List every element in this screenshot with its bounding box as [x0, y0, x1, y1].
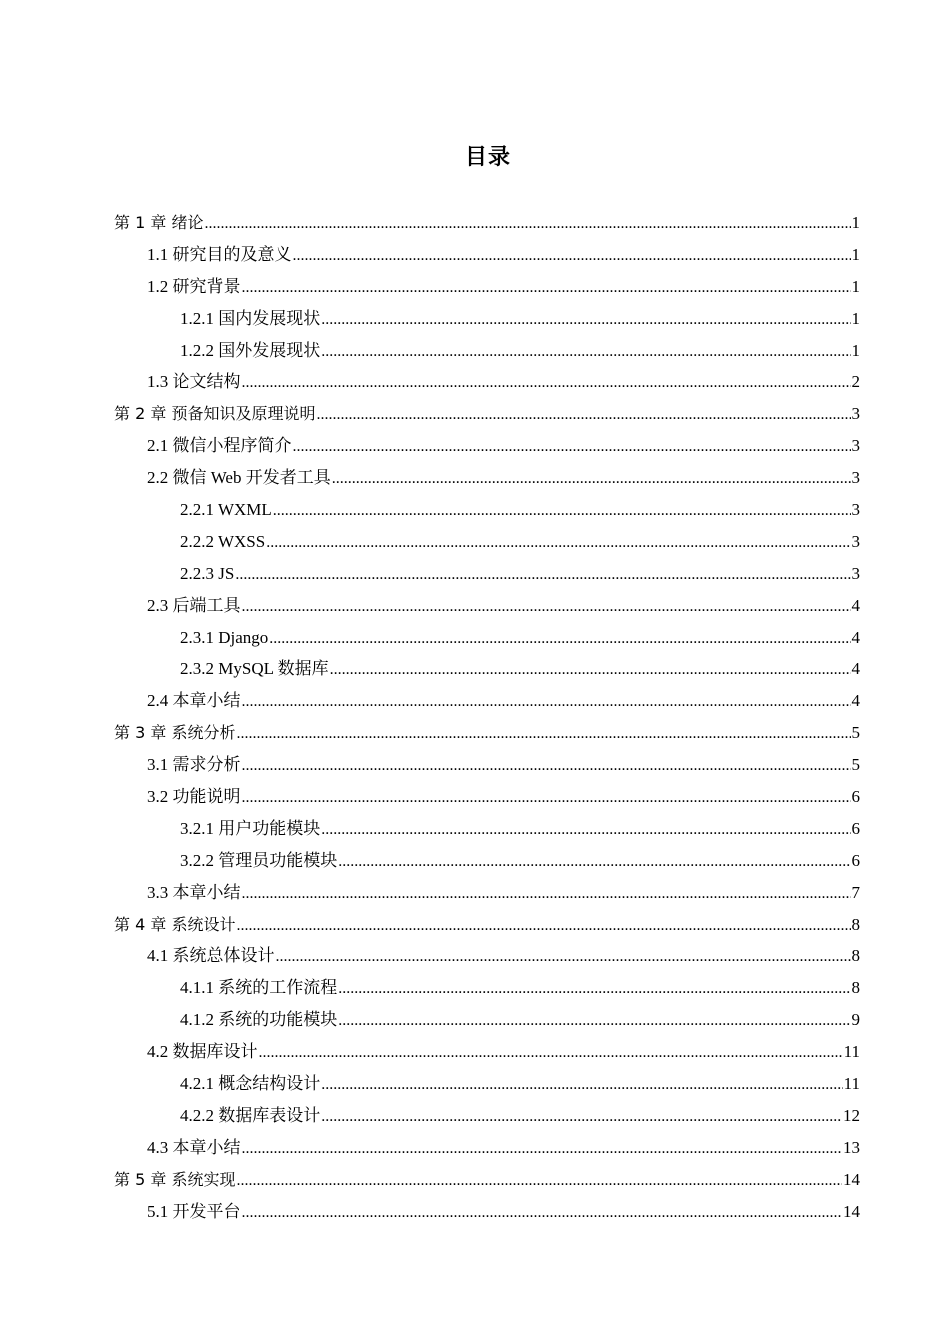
toc-dot-leader	[242, 272, 851, 303]
toc-page-number: 6	[851, 787, 860, 807]
toc-subsection-entry[interactable]	[114, 845, 860, 877]
toc-entry-title: 第 2 章 预备知识及原理说明	[114, 404, 316, 424]
toc-entry-title: 2.4 本章小结	[147, 691, 241, 711]
toc-entry-title: 1.2.2 国外发展现状	[180, 340, 321, 360]
toc-section-entry[interactable]	[114, 366, 860, 398]
toc-page-number: 8	[851, 914, 860, 934]
toc-chapter-entry[interactable]	[114, 717, 860, 749]
toc-section-entry[interactable]	[114, 590, 860, 622]
toc-entry-title: 第 4 章 系统设计	[114, 914, 236, 934]
toc-dot-leader	[338, 1005, 850, 1036]
toc-page-number: 11	[843, 1074, 860, 1094]
toc-section-entry[interactable]	[114, 239, 860, 271]
toc-entry-title: 4.1 系统总体设计	[147, 946, 275, 966]
toc-page-number: 8	[851, 978, 860, 998]
toc-section-entry[interactable]	[114, 1132, 860, 1164]
toc-dot-leader	[293, 240, 851, 271]
toc-page-number: 5	[851, 723, 860, 743]
toc-dot-leader	[266, 527, 850, 558]
toc-dot-leader	[242, 878, 851, 909]
toc-dot-leader	[273, 495, 851, 526]
toc-entry-title: 4.1.2 系统的功能模块	[180, 1010, 338, 1030]
toc-page-number: 3	[851, 563, 860, 583]
toc-entry-title: 3.2.1 用户功能模块	[180, 818, 321, 838]
toc-entry-title: 第 5 章 系统实现	[114, 1169, 236, 1189]
toc-chapter-entry[interactable]	[114, 398, 860, 430]
toc-page-number: 3	[851, 500, 860, 520]
toc-entry-title: 2.3 后端工具	[147, 595, 241, 615]
toc-subsection-entry[interactable]	[114, 558, 860, 590]
toc-dot-leader	[269, 623, 850, 654]
toc-entry-title: 4.2 数据库设计	[147, 1042, 258, 1062]
toc-page-number: 3	[851, 468, 860, 488]
toc-subsection-entry[interactable]	[114, 335, 860, 367]
toc-entry-title: 1.1 研究目的及意义	[147, 244, 292, 264]
toc-section-entry[interactable]	[114, 781, 860, 813]
toc-subsection-entry[interactable]	[114, 303, 860, 335]
toc-entry-title: 3.3 本章小结	[147, 882, 241, 902]
toc-page-number: 1	[851, 213, 860, 232]
toc-entry-title: 3.1 需求分析	[147, 755, 241, 775]
toc-dot-leader	[330, 654, 851, 685]
toc-entry-title: 3.2.2 管理员功能模块	[180, 850, 338, 870]
toc-page-number: 6	[851, 850, 860, 870]
toc-entry-title: 4.2.2 数据库表设计	[180, 1105, 321, 1125]
toc-section-entry[interactable]	[114, 940, 860, 972]
toc-page-number: 4	[851, 691, 860, 711]
toc-section-entry[interactable]	[114, 271, 860, 303]
toc-dot-leader	[332, 463, 851, 494]
toc-page-number: 11	[843, 1042, 860, 1062]
toc-dot-leader	[242, 686, 851, 717]
toc-dot-leader	[242, 1197, 843, 1228]
toc-dot-leader	[242, 750, 851, 781]
toc-dot-leader	[242, 1133, 843, 1164]
toc-page-number: 7	[851, 882, 860, 902]
toc-entry-title: 第 3 章 系统分析	[114, 723, 236, 743]
toc-section-entry[interactable]	[114, 1196, 860, 1228]
toc-page-number: 4	[851, 627, 860, 647]
toc-entry-title: 4.2.1 概念结构设计	[180, 1074, 321, 1094]
toc-dot-leader	[242, 782, 851, 813]
toc-dot-leader	[338, 846, 850, 877]
table-of-contents	[114, 207, 860, 1228]
toc-subsection-entry[interactable]	[114, 813, 860, 845]
toc-subsection-entry[interactable]	[114, 1004, 860, 1036]
toc-section-entry[interactable]	[114, 430, 860, 462]
toc-section-entry[interactable]	[114, 749, 860, 781]
toc-entry-title: 2.2.3 JS	[180, 563, 235, 583]
toc-entry-title: 1.2 研究背景	[147, 276, 241, 296]
toc-dot-leader	[321, 336, 850, 367]
toc-page-number: 14	[843, 1169, 860, 1189]
toc-entry-title: 2.2.1 WXML	[180, 500, 272, 520]
toc-page-number: 5	[851, 755, 860, 775]
toc-entry-title: 4.1.1 系统的工作流程	[180, 978, 338, 998]
toc-entry-title: 2.1 微信小程序简介	[147, 436, 292, 456]
toc-dot-leader	[321, 1069, 842, 1100]
toc-entry-title: 2.2.2 WXSS	[180, 531, 266, 551]
toc-page-number: 9	[851, 1010, 860, 1030]
toc-entry-title: 第 1 章 绪论	[114, 213, 204, 232]
toc-page-number: 2	[851, 372, 860, 392]
toc-page-number: 3	[851, 531, 860, 551]
toc-title: 目录	[464, 145, 511, 170]
toc-dot-leader	[204, 208, 850, 239]
toc-entry-title: 3.2 功能说明	[147, 787, 241, 807]
toc-page-number: 14	[843, 1201, 860, 1221]
toc-dot-leader	[276, 941, 851, 972]
toc-page-number: 4	[851, 595, 860, 615]
toc-page-number: 1	[851, 340, 860, 360]
toc-dot-leader	[316, 399, 850, 430]
toc-entry-title: 1.2.1 国内发展现状	[180, 308, 321, 328]
toc-page-number: 1	[851, 244, 860, 264]
toc-subsection-entry[interactable]	[114, 1068, 860, 1100]
toc-page-number: 1	[851, 276, 860, 296]
toc-dot-leader	[259, 1037, 843, 1068]
toc-subsection-entry[interactable]	[114, 1100, 860, 1132]
toc-section-entry[interactable]	[114, 877, 860, 909]
toc-dot-leader	[338, 973, 850, 1004]
toc-dot-leader	[293, 431, 851, 462]
toc-subsection-entry[interactable]	[114, 653, 860, 685]
toc-page-number: 1	[851, 308, 860, 328]
toc-entry-title: 2.3.2 MySQL 数据库	[180, 659, 329, 679]
toc-page-number: 4	[851, 659, 860, 679]
toc-subsection-entry[interactable]	[114, 494, 860, 526]
toc-dot-leader	[321, 1101, 842, 1132]
toc-dot-leader	[236, 1165, 842, 1196]
toc-dot-leader	[242, 591, 851, 622]
toc-subsection-entry[interactable]	[114, 622, 860, 654]
toc-page-number: 3	[851, 404, 860, 424]
toc-page-number: 13	[843, 1137, 860, 1157]
toc-entry-title: 1.3 论文结构	[147, 372, 241, 392]
toc-page-number: 6	[851, 818, 860, 838]
toc-page-number: 12	[843, 1105, 860, 1125]
toc-page-number: 3	[851, 436, 860, 456]
toc-section-entry[interactable]	[114, 1036, 860, 1068]
toc-dot-leader	[236, 910, 850, 941]
toc-chapter-entry[interactable]	[114, 909, 860, 941]
toc-dot-leader	[235, 559, 850, 590]
toc-section-entry[interactable]	[114, 685, 860, 717]
toc-chapter-entry[interactable]	[114, 207, 860, 239]
toc-dot-leader	[242, 367, 851, 398]
toc-dot-leader	[236, 718, 850, 749]
toc-entry-title: 2.3.1 Django	[180, 627, 269, 647]
toc-subsection-entry[interactable]	[114, 972, 860, 1004]
toc-dot-leader	[321, 814, 850, 845]
toc-page-number: 8	[851, 946, 860, 966]
toc-subsection-entry[interactable]	[114, 526, 860, 558]
toc-chapter-entry[interactable]	[114, 1164, 860, 1196]
toc-section-entry[interactable]	[114, 462, 860, 494]
toc-entry-title: 4.3 本章小结	[147, 1137, 241, 1157]
toc-dot-leader	[321, 304, 850, 335]
toc-entry-title: 2.2 微信 Web 开发者工具	[147, 468, 331, 488]
toc-entry-title: 5.1 开发平台	[147, 1201, 241, 1221]
